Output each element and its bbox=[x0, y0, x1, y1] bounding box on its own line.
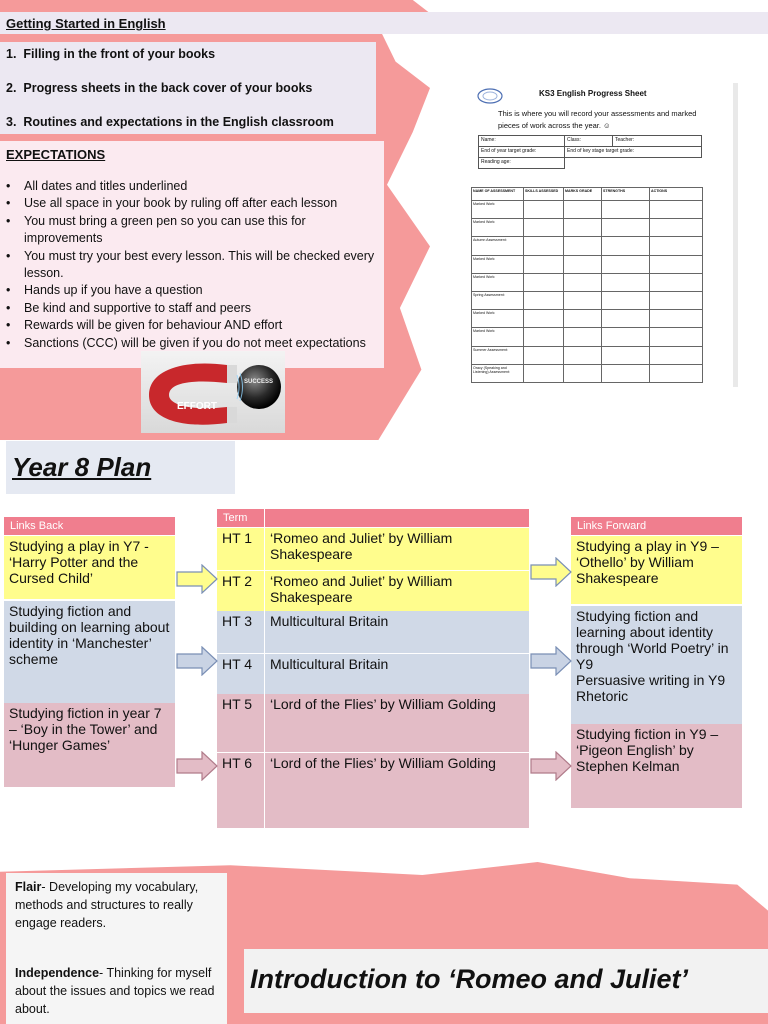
flair-description bbox=[15, 878, 225, 932]
term-cell: HT 6 bbox=[217, 752, 265, 828]
flair-text: - Developing my vocabulary, methods and structures to really engage readers. bbox=[15, 880, 199, 930]
arrow-right-icon bbox=[176, 564, 218, 594]
expectation-item: • All dates and titles underlined bbox=[6, 178, 376, 195]
arrow-right-icon bbox=[176, 646, 218, 676]
getting-started-list bbox=[0, 42, 376, 134]
progress-sheet-info-table bbox=[478, 135, 702, 169]
magnet-word-effort: EFFORT bbox=[177, 401, 217, 412]
flair-label: Flair bbox=[15, 880, 42, 894]
topic-header bbox=[265, 509, 529, 527]
getting-started-item: 2. Progress sheets in the back cover of your books bbox=[6, 81, 313, 95]
expectations-list bbox=[6, 178, 376, 352]
links-back-cell: Studying fiction and building on learning about identity in ‘Manchester’ scheme bbox=[4, 601, 175, 703]
term-header: Term bbox=[217, 509, 264, 527]
term-cell: HT 5 bbox=[217, 694, 265, 752]
info-field: Reading age: bbox=[479, 158, 565, 169]
expectation-item: • You must try your best every lesson. This will be checked every lesson. bbox=[6, 248, 376, 283]
progress-sheet-grid bbox=[471, 187, 703, 383]
progress-sheet-description: This is where you will record your assessments and marked pieces of work across the year. ☺ bbox=[498, 109, 697, 130]
intro-title: Introduction to ‘Romeo and Juliet’ bbox=[250, 964, 688, 994]
topic-cell: Multicultural Britain bbox=[265, 653, 529, 694]
links-forward-cell: Studying fiction in Y9 – ‘Pigeon English’ by Stephen Kelman bbox=[571, 724, 742, 808]
independence-description bbox=[15, 964, 225, 1018]
expectation-item: • Hands up if you have a question bbox=[6, 282, 376, 299]
grid-header: STRENGTHS bbox=[602, 188, 650, 201]
effort-success-magnet-image bbox=[141, 351, 285, 433]
arrow-right-icon bbox=[176, 751, 218, 781]
grid-row-label: Summer Assessment: bbox=[472, 346, 524, 364]
getting-started-title: Getting Started in English bbox=[6, 16, 166, 31]
school-logo-icon bbox=[476, 87, 504, 105]
info-field: Teacher: bbox=[613, 136, 702, 147]
getting-started-item: 1. Filling in the front of your books bbox=[6, 47, 216, 61]
grid-row-label: Marked Work: bbox=[472, 310, 524, 328]
links-forward-cell: Studying fiction and learning about identity through ‘World Poetry’ in Y9 Persuasive writing in Y9 Rhetoric bbox=[571, 606, 742, 724]
topic-cell: ‘Romeo and Juliet’ by William Shakespeare bbox=[265, 528, 529, 570]
getting-started-item: 3. Routines and expectations in the English classroom bbox=[6, 115, 334, 129]
links-forward-cell: Studying a play in Y9 – ‘Othello’ by William Shakespeare bbox=[571, 536, 742, 604]
grid-row-label: Marked Work: bbox=[472, 255, 524, 273]
term-cell: HT 4 bbox=[217, 653, 265, 694]
plan-title: Year 8 Plan bbox=[12, 452, 152, 482]
topic-cell: ‘Lord of the Flies’ by William Golding bbox=[265, 694, 529, 752]
intro-title-box bbox=[244, 949, 768, 1013]
grid-header: NAME OF ASSESSMENT bbox=[472, 188, 524, 201]
grid-row-label: Autumn Assessment: bbox=[472, 237, 524, 255]
topic-cell: ‘Romeo and Juliet’ by William Shakespeare bbox=[265, 570, 529, 611]
expectation-item: • Be kind and supportive to staff and peers bbox=[6, 300, 376, 317]
info-field: Name: bbox=[479, 136, 565, 147]
grid-row-label: Marked Work: bbox=[472, 328, 524, 346]
grid-row-label: Marked Work: bbox=[472, 273, 524, 291]
info-field: End of key stage target grade: bbox=[565, 147, 702, 158]
term-cell: HT 1 bbox=[217, 528, 265, 570]
skills-box bbox=[6, 873, 227, 1024]
term-cell: HT 2 bbox=[217, 570, 265, 611]
progress-sheet-title: KS3 English Progress Sheet bbox=[539, 89, 647, 98]
grid-header: MARKS GRADE bbox=[564, 188, 602, 201]
arrow-right-icon bbox=[530, 751, 572, 781]
links-back-header: Links Back bbox=[4, 517, 175, 535]
grid-header: SKILLS ASSESSED bbox=[524, 188, 564, 201]
grid-row-label: Oracy (Speaking and Listening) Assessment: bbox=[472, 364, 524, 382]
grid-row-label: Spring Assessment: bbox=[472, 291, 524, 309]
info-field: End of year target grade: bbox=[479, 147, 565, 158]
expectation-item: • You must bring a green pen so you can use this for improvements bbox=[6, 213, 376, 248]
topic-cell: Multicultural Britain bbox=[265, 611, 529, 653]
independence-label: Independence bbox=[15, 966, 100, 980]
expectations-title: EXPECTATIONS bbox=[6, 147, 106, 162]
grid-header: ACTIONS bbox=[650, 188, 703, 201]
links-back-cell: Studying a play in Y7 - ‘Harry Potter and the Cursed Child’ bbox=[4, 536, 175, 599]
expectation-item: • Rewards will be given for behaviour AND effort bbox=[6, 317, 376, 334]
independence-text: - Thinking for myself about the issues and topics we read about. bbox=[15, 966, 215, 1016]
progress-sheet-image bbox=[468, 83, 738, 387]
links-back-cell: Studying fiction in year 7 – ‘Boy in the Tower’ and ‘Hunger Games’ bbox=[4, 703, 175, 787]
arrow-right-icon bbox=[530, 557, 572, 587]
topic-cell: ‘Lord of the Flies’ by William Golding bbox=[265, 752, 529, 828]
magnet-word-success: SUCCESS bbox=[244, 379, 274, 385]
grid-row-label: Marked Work: bbox=[472, 219, 524, 237]
info-field: Class: bbox=[565, 136, 613, 147]
term-cell: HT 3 bbox=[217, 611, 265, 653]
expectation-item: • Use all space in your book by ruling off after each lesson bbox=[6, 195, 376, 212]
grid-row-label: Marked Work: bbox=[472, 201, 524, 219]
expectation-item: • Sanctions (CCC) will be given if you do not meet expectations bbox=[6, 335, 376, 352]
arrow-right-icon bbox=[530, 646, 572, 676]
links-forward-header: Links Forward bbox=[571, 517, 742, 535]
